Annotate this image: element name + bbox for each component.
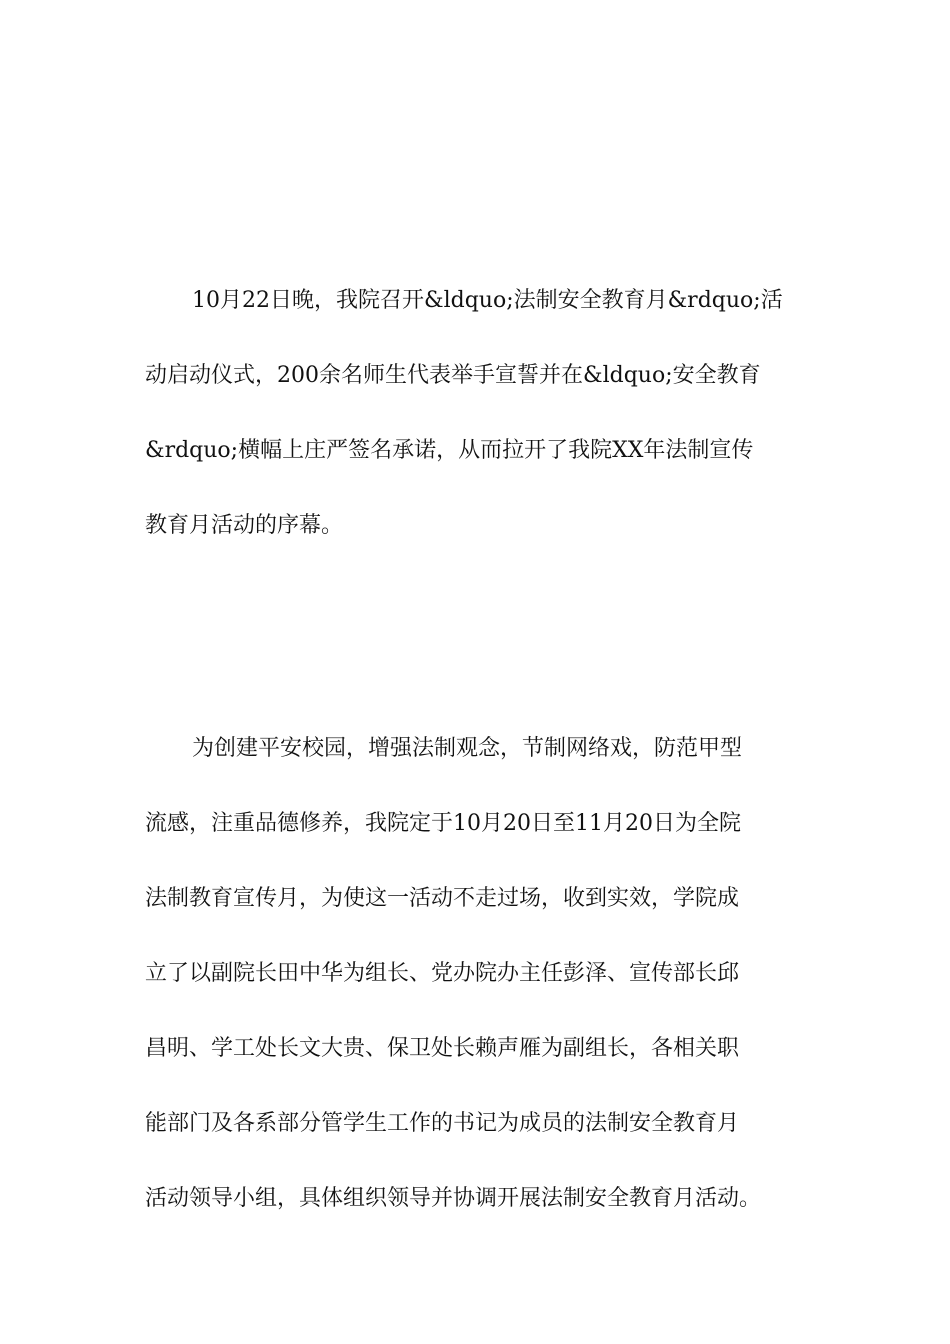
paragraph-line: 法制教育宣传月，为使这一活动不走过场，收到实效，学院成: [145, 886, 740, 911]
paragraph-line: 能部门及各系部分管学生工作的书记为成员的法制安全教育月: [145, 1111, 740, 1136]
paragraph-line: 流感，注重品德修养，我院定于10月20日至11月20日为全院: [145, 811, 741, 836]
paragraph-line: 立了以副院长田中华为组长、党办院办主任彭泽、宣传部长邱: [145, 961, 740, 986]
paragraph-line: 教育月活动的序幕。: [145, 513, 344, 538]
paragraph-line: 为创建平安校园，增强法制观念，节制网络戏，防范甲型: [192, 736, 743, 761]
paragraph-line: 昌明、学工处长文大贵、保卫处长赖声雁为副组长，各相关职: [145, 1036, 740, 1061]
paragraph-2: [145, 730, 805, 1255]
paragraph-line: &rdquo;横幅上庄严签名承诺，从而拉开了我院XX年法制宣传: [145, 438, 754, 463]
paragraph-line: 10月22日晚，我院召开&ldquo;法制安全教育月&rdquo;活: [192, 288, 783, 313]
paragraph-line: 动启动仪式，200余名师生代表举手宣誓并在&ldquo;安全教育: [145, 363, 761, 388]
paragraph-line: 活动领导小组，具体组织领导并协调开展法制安全教育月活动。: [145, 1186, 762, 1211]
paragraph-1: [145, 282, 805, 582]
